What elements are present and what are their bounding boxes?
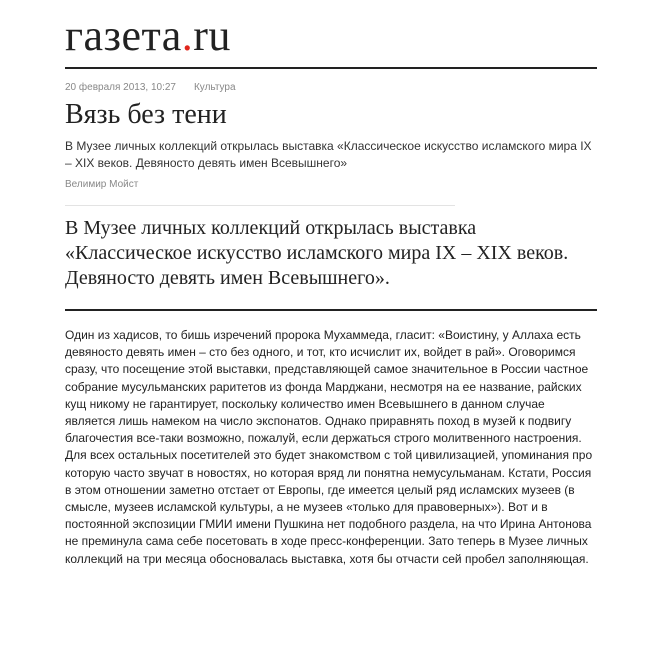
header-divider bbox=[65, 67, 597, 69]
article-title: Вязь без тени bbox=[65, 99, 227, 130]
article-category-link[interactable]: Культура bbox=[193, 82, 236, 93]
article-lead: В Музее личных коллекций открылась выставка «Классическое искусство исламского мира IX – XIX веков. Девяносто девять имен Всевышнего». bbox=[65, 217, 569, 289]
logo-tld: ru bbox=[193, 11, 231, 60]
logo-main: газета bbox=[65, 11, 182, 60]
article-meta bbox=[65, 82, 236, 93]
article-subtitle: В Музее личных коллекций открылась выставка «Классическое искусство исламского мира IX – XIX веков. Девяносто девять имен Всевышнего» bbox=[65, 139, 592, 170]
article-date: 20 февраля 2013, 10:27 bbox=[65, 82, 176, 93]
author-divider bbox=[65, 205, 455, 206]
site-logo[interactable] bbox=[65, 11, 231, 60]
article-body: Один из хадисов, то бишь изречений пророка Мухаммеда, гласит: «Воистину, у Аллаха есть девяносто девять имен – сто без одного, и тот, кто исчислит их, войдет в рай». Оговоримся сразу, что посещение этой выставки, представляющей самое значительное в России частное собрание мусульманских раритетов из фонда Марджани, несмотря на ее название, райских кущ никому не гарантирует, поскольку количество имен Всевышнего в данном случае является лишь намеком на число экспонатов. Однако приравнять поход в музей к подвигу благочестия все-таки возможно, пожалуй, если держаться строго молитвенного настроения. Для всех остальных посетителей это будет знакомством с той цивилизацией, упоминания про которую часто звучат в новостях, но которая вряд ли понятна немусульманам. Кстати, Россия в этом отношении заметно отстает от Европы, где имеется целый ряд исламских музеев (в смысле, музеев исламской культуры, а не музеев «только для правоверных»). Вот и в постоянной экспозиции ГМИИ имени Пушкина нет подобного раздела, на что Ирина Антонова не преминула сама себе посетовать в ходе пресс-конференции. Зато теперь в Музее личных коллекций на три месяца обосновалась выставка, хотя бы отчасти сей пробел заполняющая. bbox=[65, 328, 593, 566]
article-author-link[interactable]: Велимир Мойст bbox=[65, 179, 139, 190]
lead-divider bbox=[65, 309, 597, 311]
logo-dot: . bbox=[181, 11, 194, 60]
